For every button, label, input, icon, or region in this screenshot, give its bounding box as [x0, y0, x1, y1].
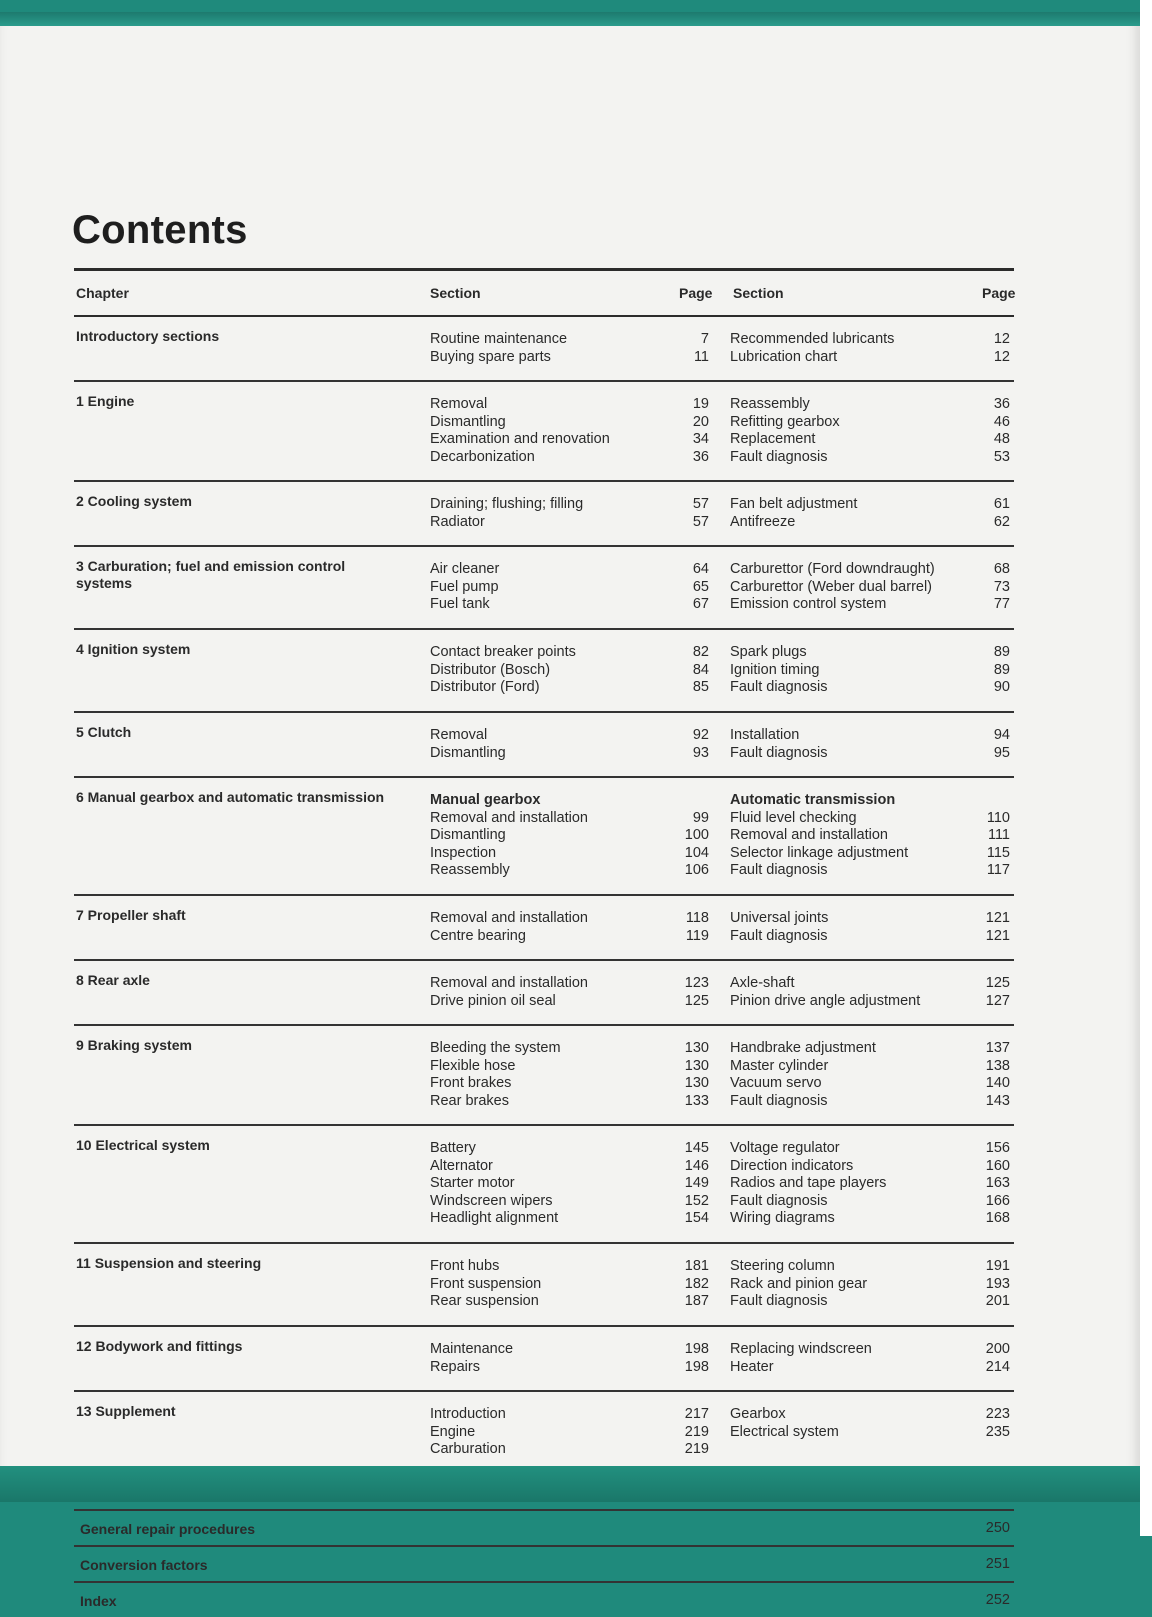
section-entry: Carburation — [430, 1441, 506, 1457]
section-right-column — [730, 1040, 980, 1110]
section-entry: Wiring diagrams — [730, 1210, 835, 1226]
section-entry: Introduction — [430, 1406, 506, 1422]
section-entry: Reassembly — [730, 396, 810, 412]
section-entry: Decarbonization — [430, 448, 535, 465]
section-entry: Installation — [730, 727, 800, 743]
extra-page-number: 251 — [985, 1556, 1010, 1572]
page-number: 154 — [684, 1210, 709, 1226]
page-left-column — [654, 1341, 709, 1376]
page-number: 34 — [692, 431, 709, 447]
extra-row — [74, 1583, 1014, 1617]
section-entry: Universal joints — [730, 910, 829, 926]
extra-title: General repair procedures — [80, 1521, 256, 1537]
section-entry: Manual gearbox — [430, 792, 541, 808]
section-entry: Selector linkage adjustment — [730, 844, 909, 861]
chapter-row — [74, 547, 1014, 630]
section-right-column — [730, 975, 980, 1010]
section-right-column — [730, 561, 980, 614]
header-chapter: Chapter — [76, 285, 129, 301]
page-number: 118 — [685, 910, 709, 926]
page-number: 12 — [993, 348, 1010, 365]
page-number: 163 — [985, 1175, 1010, 1191]
page-left-column — [654, 1406, 709, 1459]
page-number: 94 — [993, 727, 1010, 743]
chapter-title: 1 Engine — [76, 393, 135, 409]
page-number: 68 — [993, 561, 1010, 577]
page-right-column — [954, 396, 1010, 466]
page-right-column — [954, 1040, 1010, 1110]
section-left-column — [430, 792, 680, 880]
page-number: 84 — [692, 661, 709, 678]
page-number: 193 — [985, 1275, 1010, 1292]
section-entry: Air cleaner — [430, 561, 500, 577]
page-number: 12 — [993, 331, 1010, 347]
chapter-title: 5 Clutch — [76, 724, 132, 740]
page-number: 198 — [684, 1341, 709, 1357]
page-number: 106 — [684, 862, 709, 878]
page-number: 152 — [684, 1192, 709, 1209]
section-entry: Examination and renovation — [430, 431, 610, 447]
section-right-column — [730, 396, 980, 466]
section-entry: Fuel tank — [430, 596, 490, 612]
page-number: 166 — [985, 1192, 1010, 1209]
page-number: 85 — [692, 679, 709, 695]
section-entry: Carburettor (Weber dual barrel) — [730, 578, 933, 595]
background-strip — [1140, 0, 1152, 1536]
page-number: 200 — [985, 1341, 1010, 1357]
page-left-column — [654, 396, 709, 466]
section-entry: Repairs — [430, 1358, 480, 1375]
page-number: 182 — [684, 1275, 709, 1292]
section-entry: Spark plugs — [730, 644, 807, 660]
page-number: 117 — [986, 862, 1010, 878]
page-right-column — [954, 561, 1010, 614]
header-page-left: Page — [679, 285, 713, 301]
section-right-column — [730, 792, 980, 880]
section-right-column — [730, 1140, 980, 1228]
section-entry: Front brakes — [430, 1075, 512, 1091]
chapter-title: 4 Ignition system — [76, 641, 191, 657]
chapter-row — [74, 630, 1014, 713]
section-entry: Rack and pinion gear — [730, 1275, 868, 1292]
section-entry: Replacing windscreen — [730, 1341, 872, 1357]
page-number: 11 — [693, 348, 709, 365]
section-entry: Distributor (Bosch) — [430, 661, 551, 678]
section-entry: Fuel pump — [430, 578, 499, 595]
contents-page — [0, 12, 1140, 1609]
page-left-column — [654, 910, 709, 945]
chapter-title: 12 Bodywork and fittings — [76, 1338, 243, 1354]
section-entry: Replacement — [730, 431, 816, 447]
section-left-column — [430, 727, 680, 762]
section-entry: Draining; flushing; filling — [430, 496, 584, 512]
chapter-row — [74, 1327, 1014, 1392]
section-left-column — [430, 331, 680, 366]
section-left-column — [430, 396, 680, 466]
section-entry: Drive pinion oil seal — [430, 992, 556, 1009]
chapter-title: 2 Cooling system — [76, 493, 192, 509]
page-number: 110 — [986, 809, 1010, 826]
chapter-title: 11 Suspension and steering — [76, 1255, 262, 1271]
page-number: 111 — [987, 827, 1010, 843]
header-section-right: Section — [733, 285, 784, 301]
table-header — [74, 271, 1014, 317]
chapter-title: Introductory sections — [76, 328, 220, 344]
section-right-column — [730, 1406, 980, 1441]
section-entry: Alternator — [430, 1157, 493, 1174]
chapter-row — [74, 382, 1014, 482]
extra-row — [74, 1511, 1014, 1547]
section-entry: Fault diagnosis — [730, 448, 828, 465]
page-number: 61 — [993, 496, 1010, 512]
section-entry: Flexible hose — [430, 1057, 516, 1074]
page-number: 137 — [985, 1040, 1010, 1056]
section-entry: Routine maintenance — [430, 331, 568, 347]
page-number: 181 — [684, 1258, 709, 1274]
section-entry: Emission control system — [730, 596, 887, 612]
page-number: 149 — [684, 1175, 709, 1191]
page-number: 53 — [993, 448, 1010, 465]
section-entry: Fault diagnosis — [730, 1192, 828, 1209]
page-right-column — [954, 727, 1010, 762]
section-left-column — [430, 1140, 680, 1228]
page-number: 46 — [993, 413, 1010, 430]
page-right-column — [954, 331, 1010, 366]
section-entry: Starter motor — [430, 1175, 515, 1191]
page-number: 20 — [692, 413, 709, 430]
page-right-column — [954, 644, 1010, 697]
section-entry: Fault diagnosis — [730, 679, 828, 695]
section-left-column — [430, 1040, 680, 1110]
page-number: 36 — [692, 448, 709, 465]
section-entry: Distributor (Ford) — [430, 679, 540, 695]
page-number: 219 — [684, 1423, 709, 1440]
page-number: 138 — [985, 1057, 1010, 1074]
section-entry: Fluid level checking — [730, 809, 857, 826]
page-number: 133 — [684, 1092, 709, 1109]
page-number: 48 — [993, 431, 1010, 447]
section-entry: Direction indicators — [730, 1157, 854, 1174]
section-entry: Removal and installation — [430, 910, 588, 926]
page-number: 123 — [684, 975, 709, 991]
page-left-column — [654, 496, 709, 531]
page-number: 217 — [684, 1406, 709, 1422]
page-number: 93 — [692, 744, 709, 761]
page-number: 156 — [985, 1140, 1010, 1156]
page-right-column — [954, 910, 1010, 945]
section-entry: Front suspension — [430, 1275, 542, 1292]
page-number: 121 — [985, 927, 1010, 944]
section-entry: Carburettor (Ford downdraught) — [730, 561, 935, 577]
page-left-column — [654, 1140, 709, 1228]
page-left-column — [654, 975, 709, 1010]
section-entry: Handbrake adjustment — [730, 1040, 876, 1056]
page-number: 82 — [692, 644, 709, 660]
section-left-column — [430, 910, 680, 945]
section-entry: Dismantling — [430, 744, 506, 761]
page-number: 235 — [985, 1423, 1010, 1440]
section-entry: Fan belt adjustment — [730, 496, 858, 512]
chapter-row — [74, 713, 1014, 778]
section-entry: Contact breaker points — [430, 644, 576, 660]
chapter-row — [74, 317, 1014, 382]
page-number: 198 — [684, 1358, 709, 1375]
page-right-column — [954, 792, 1010, 880]
chapter-row — [74, 778, 1014, 896]
section-entry: Removal and installation — [430, 975, 588, 991]
page-right-column — [954, 1341, 1010, 1376]
page-number: 7 — [700, 331, 709, 347]
page-left-column — [654, 561, 709, 614]
contents-table — [74, 268, 1014, 1617]
section-entry: Refitting gearbox — [730, 413, 840, 430]
page-left-column — [654, 1040, 709, 1110]
page-left-column — [654, 1258, 709, 1311]
section-entry: Pinion drive angle adjustment — [730, 992, 921, 1009]
section-entry: Centre bearing — [430, 927, 526, 944]
chapter-row — [74, 1126, 1014, 1244]
page-number: 115 — [986, 844, 1010, 861]
section-entry: Fault diagnosis — [730, 927, 828, 944]
page-number: 89 — [993, 661, 1010, 678]
chapter-title: 7 Propeller shaft — [76, 907, 186, 923]
extra-title: Conversion factors — [80, 1557, 208, 1573]
section-entry: Gearbox — [730, 1406, 786, 1422]
page-number: 191 — [985, 1258, 1010, 1274]
section-entry: Inspection — [430, 844, 497, 861]
page-left-column — [654, 331, 709, 366]
page-number: 187 — [684, 1293, 709, 1309]
section-entry: Removal and installation — [430, 809, 588, 826]
extra-title: Index — [80, 1593, 117, 1609]
page-number: 219 — [684, 1441, 709, 1457]
section-entry: Battery — [430, 1140, 476, 1156]
section-left-column — [430, 496, 680, 531]
page-right-column — [954, 975, 1010, 1010]
page-number: 57 — [692, 513, 709, 530]
page-number: 73 — [993, 578, 1010, 595]
page-number: 160 — [985, 1157, 1010, 1174]
page-number: 125 — [985, 975, 1010, 991]
section-left-column — [430, 975, 680, 1010]
section-entry: Fault diagnosis — [730, 862, 828, 878]
page-number: 130 — [684, 1057, 709, 1074]
page-left-column — [654, 792, 709, 880]
page-number: 57 — [692, 496, 709, 512]
section-right-column — [730, 1341, 980, 1376]
page-number: 130 — [684, 1040, 709, 1056]
page-number: 95 — [993, 744, 1010, 761]
chapter-row — [74, 482, 1014, 547]
section-entry: Master cylinder — [730, 1057, 829, 1074]
chapter-title: 13 Supplement — [76, 1403, 176, 1419]
section-entry: Removal and installation — [730, 827, 888, 843]
header-section-left: Section — [430, 285, 481, 301]
extra-page-number: 252 — [985, 1592, 1010, 1608]
page-number: 140 — [985, 1075, 1010, 1091]
section-right-column — [730, 331, 980, 366]
page-number: 67 — [692, 596, 709, 612]
section-entry: Lubrication chart — [730, 348, 838, 365]
section-entry: Removal — [430, 727, 488, 743]
section-entry: Rear suspension — [430, 1293, 539, 1309]
chapter-title: 9 Braking system — [76, 1037, 192, 1053]
section-entry: Dismantling — [430, 827, 506, 843]
section-right-column — [730, 1258, 980, 1311]
section-entry: Heater — [730, 1358, 774, 1375]
page-number: 89 — [993, 644, 1010, 660]
page-title: Contents — [72, 208, 248, 252]
section-left-column — [430, 561, 680, 614]
page-number: 168 — [985, 1210, 1010, 1226]
page-number: 130 — [684, 1075, 709, 1091]
section-entry: Radios and tape players — [730, 1175, 887, 1191]
cover-edge-bottom — [0, 1466, 1140, 1502]
page-number: 145 — [684, 1140, 709, 1156]
page-number — [654, 792, 709, 810]
page-number: 19 — [692, 396, 709, 412]
header-page-right: Page — [982, 285, 1016, 301]
section-right-column — [730, 910, 980, 945]
section-entry: Removal — [430, 396, 488, 412]
section-entry: Buying spare parts — [430, 348, 551, 365]
page-number: 146 — [684, 1157, 709, 1174]
page-right-column — [954, 1406, 1010, 1441]
chapter-row — [74, 1392, 1014, 1475]
page-right-column — [954, 1140, 1010, 1228]
page-number: 214 — [985, 1358, 1010, 1375]
section-entry: Vacuum servo — [730, 1075, 822, 1091]
page-number: 143 — [985, 1092, 1010, 1109]
section-entry: Engine — [430, 1423, 476, 1440]
section-entry: Fault diagnosis — [730, 1092, 828, 1109]
page-number: 90 — [993, 679, 1010, 695]
chapter-rows — [74, 317, 1014, 1475]
chapter-title: 10 Electrical system — [76, 1137, 210, 1153]
section-entry: Maintenance — [430, 1341, 514, 1357]
section-left-column — [430, 1406, 680, 1459]
page-number: 92 — [692, 727, 709, 743]
section-entry: Fault diagnosis — [730, 1293, 828, 1309]
page-number: 119 — [685, 927, 709, 944]
section-entry: Electrical system — [730, 1423, 839, 1440]
page-number: 121 — [985, 910, 1010, 926]
section-left-column — [430, 1258, 680, 1311]
chapter-row — [74, 896, 1014, 961]
section-entry: Recommended lubricants — [730, 331, 895, 347]
chapter-title: 6 Manual gearbox and automatic transmission — [76, 789, 385, 805]
section-entry: Antifreeze — [730, 513, 796, 530]
section-entry: Voltage regulator — [730, 1140, 840, 1156]
section-entry: Dismantling — [430, 413, 506, 430]
page-right-column — [954, 496, 1010, 531]
page-right-column — [954, 1258, 1010, 1311]
section-entry: Reassembly — [430, 862, 510, 878]
extra-row — [74, 1547, 1014, 1583]
section-entry: Steering column — [730, 1258, 835, 1274]
chapter-title: 3 Carburation; fuel and emission control systems — [76, 558, 346, 591]
chapter-title: 8 Rear axle — [76, 972, 150, 988]
chapter-row — [74, 1026, 1014, 1126]
page-number: 104 — [684, 844, 709, 861]
section-entry: Ignition timing — [730, 661, 820, 678]
cover-edge-top — [0, 12, 1140, 26]
section-right-column — [730, 727, 980, 762]
section-left-column — [430, 644, 680, 697]
section-entry: Fault diagnosis — [730, 744, 828, 761]
section-right-column — [730, 496, 980, 531]
section-entry: Automatic transmission — [730, 792, 896, 808]
page-number: 223 — [985, 1406, 1010, 1422]
page-number: 36 — [993, 396, 1010, 412]
extra-page-number: 250 — [985, 1520, 1010, 1536]
page-number: 62 — [993, 513, 1010, 530]
chapter-row — [74, 961, 1014, 1026]
page-number: 65 — [692, 578, 709, 595]
section-entry: Rear brakes — [430, 1092, 509, 1109]
section-entry: Radiator — [430, 513, 485, 530]
section-entry: Axle-shaft — [730, 975, 795, 991]
section-right-column — [730, 644, 980, 697]
page-number: 100 — [684, 827, 709, 843]
page-number: 77 — [993, 596, 1010, 612]
section-entry: Headlight alignment — [430, 1210, 559, 1226]
section-entry: Front hubs — [430, 1258, 500, 1274]
page-number: 125 — [684, 992, 709, 1009]
chapter-row — [74, 1244, 1014, 1327]
page-number: 64 — [692, 561, 709, 577]
page-number: 201 — [985, 1293, 1010, 1309]
page-number — [954, 792, 1010, 810]
page-left-column — [654, 727, 709, 762]
page-left-column — [654, 644, 709, 697]
section-entry: Windscreen wipers — [430, 1192, 553, 1209]
section-entry: Bleeding the system — [430, 1040, 561, 1056]
page-number: 99 — [692, 809, 709, 826]
page-number: 127 — [985, 992, 1010, 1009]
section-left-column — [430, 1341, 680, 1376]
